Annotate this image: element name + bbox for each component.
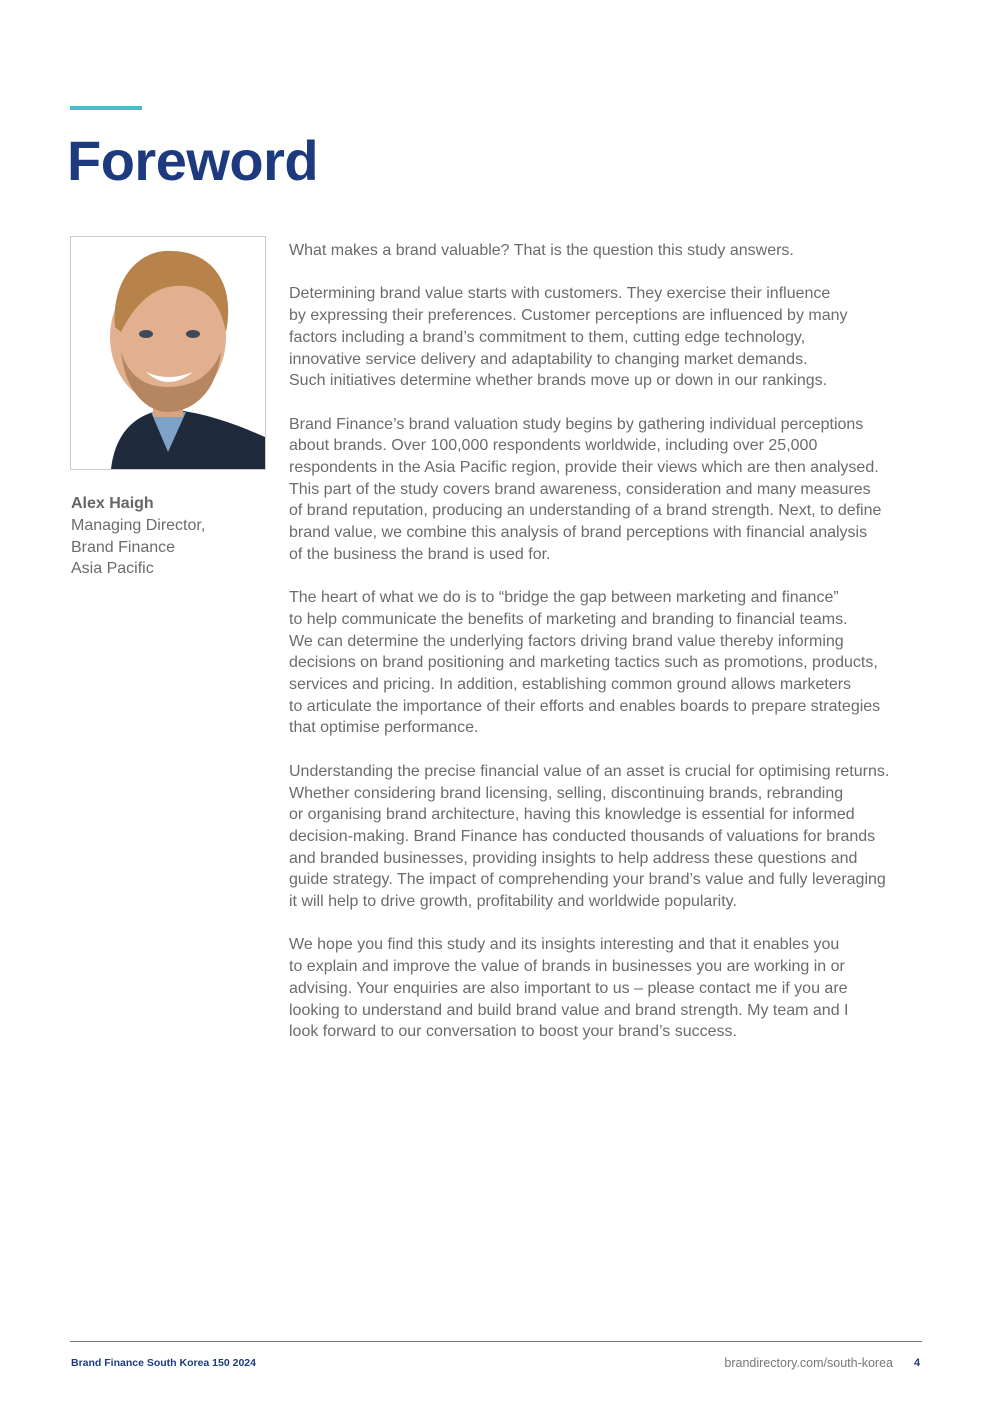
paragraph-line: We hope you find this study and its insights interesting and that it enables you [289, 936, 840, 954]
paragraph-line: to explain and improve the value of brands in businesses you are working in or [289, 958, 845, 976]
paragraph-line: respondents in the Asia Pacific region, provide their views which are then analysed. [289, 459, 879, 476]
author-name: Alex Haigh [71, 495, 154, 512]
paragraph-line: about brands. Over 100,000 respondents worldwide, including over 25,000 [289, 437, 818, 455]
paragraph-line: of brand reputation, producing an understanding of a brand strength. Next, to define [289, 502, 882, 520]
body-paragraph [289, 240, 929, 262]
paragraph-line: decisions on brand positioning and marketing tactics such as promotions, products, [289, 654, 878, 672]
paragraph-line: factors including a brand’s commitment to them, cutting edge technology, [289, 328, 806, 346]
paragraph-line: or organising brand architecture, having this knowledge is essential for informed [289, 806, 855, 824]
footer-divider [70, 1341, 922, 1342]
paragraph-line: decision-making. Brand Finance has conducted thousands of valuations for brands [289, 827, 876, 845]
paragraph-line: it will help to drive growth, profitability and worldwide popularity. [289, 893, 737, 911]
author-photo [70, 236, 266, 470]
title-accent-bar [70, 106, 142, 110]
footer-publication: Brand Finance South Korea 150 2024 [71, 1357, 256, 1369]
paragraph-line: Such initiatives determine whether brands move up or down in our rankings. [289, 372, 828, 390]
paragraph-line: Brand Finance’s brand valuation study begins by gathering individual perceptions [289, 415, 864, 433]
paragraph-line: of the business the brand is used for. [289, 545, 551, 563]
paragraph-line: by expressing their preferences. Customer perceptions are influenced by many [289, 307, 848, 325]
paragraph-line: Understanding the precise financial value of an asset is crucial for optimising returns. [289, 762, 890, 780]
paragraph-line: The heart of what we do is to “bridge the gap between marketing and finance” [289, 589, 839, 607]
author-role-line: Managing Director, [71, 516, 206, 534]
paragraph-line: and branded businesses, providing insights to help address these questions and [289, 849, 858, 867]
paragraph-line: guide strategy. The impact of comprehending your brand’s value and fully leveraging [289, 871, 886, 889]
paragraph-line: looking to understand and build brand value and brand strength. My team and I [289, 1001, 849, 1019]
body-paragraph [289, 587, 929, 739]
page-title: Foreword [67, 129, 319, 192]
author-info [71, 493, 205, 580]
page-number: 4 [914, 1357, 921, 1369]
paragraph-line: Whether considering brand licensing, selling, discontinuing brands, rebranding [289, 784, 844, 802]
paragraph-line: brand value, we combine this analysis of brand perceptions with financial analysis [289, 524, 868, 542]
paragraph-line: innovative service delivery and adaptability to changing market demands. [289, 350, 808, 368]
paragraph-line: advising. Your enquiries are also important to us – please contact me if you are [289, 979, 848, 997]
paragraph-line: Determining brand value starts with customers. They exercise their influence [289, 285, 831, 303]
paragraph-line: We can determine the underlying factors driving brand value thereby informing [289, 632, 844, 650]
paragraph-line: What makes a brand valuable? That is the question this study answers. [289, 242, 794, 259]
foreword-body [289, 240, 929, 1065]
body-paragraph [289, 761, 929, 913]
body-paragraph [289, 283, 929, 392]
body-paragraph [289, 414, 929, 566]
author-role-line: Asia Pacific [71, 560, 154, 578]
paragraph-line: to articulate the importance of their efforts and enables boards to prepare strategies [289, 697, 881, 715]
paragraph-line: This part of the study covers brand awareness, consideration and many measures [289, 480, 871, 498]
paragraph-line: services and pricing. In addition, establishing common ground allows marketers [289, 676, 852, 694]
paragraph-line: to help communicate the benefits of marketing and branding to financial teams. [289, 610, 848, 628]
author-role-line: Brand Finance [71, 538, 176, 556]
body-paragraph [289, 934, 929, 1043]
paragraph-line: look forward to our conversation to boost your brand’s success. [289, 1023, 737, 1041]
paragraph-line: that optimise performance. [289, 719, 479, 737]
footer-url-link[interactable]: brandirectory.com/south-korea [724, 1356, 893, 1370]
